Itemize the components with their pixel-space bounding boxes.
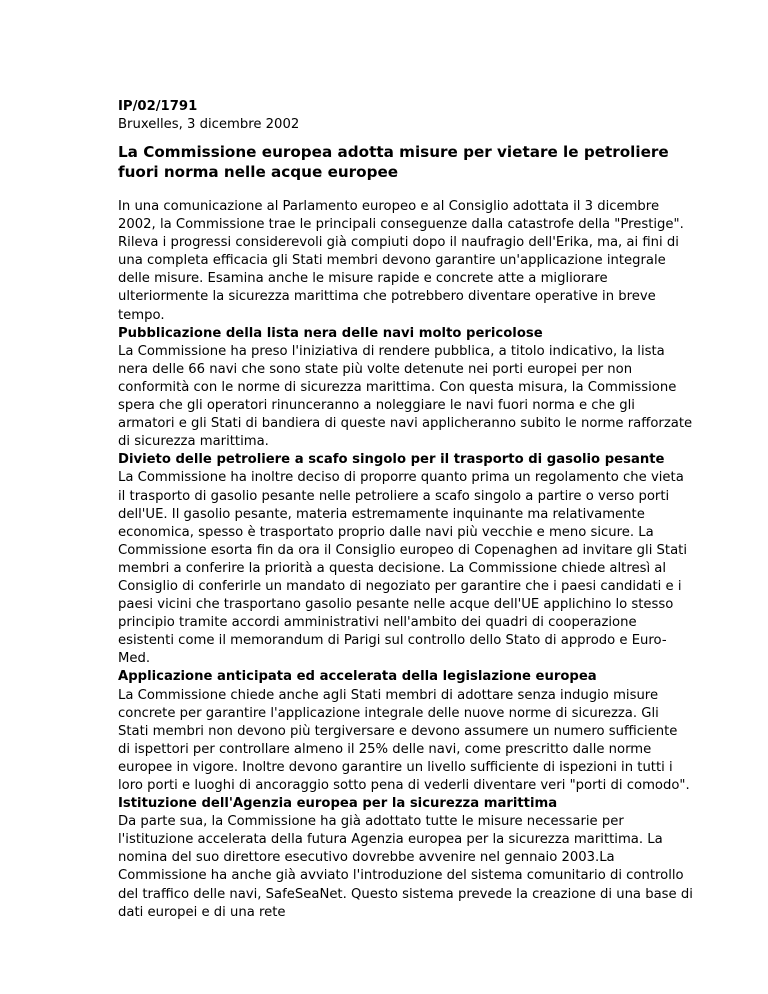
section-text-single-hull-ban: La Commissione ha inoltre deciso di proporre quanto prima un regolamento che vieta il trasporto di gasolio pesante nelle petroliere a scafo singolo a partire o verso porti dell'UE. Il gasolio pesante, materia estremamente inquinante ma relativamente economica, spesso è trasportato proprio dalle navi più vecchie e meno sicure. La Commissione esorta fin da ora il Consiglio europeo di Copenaghen ad invitare gli Stati membri a conferire la priorità a questa decisione. La Commissione chiede altresì al Consiglio di conferirle un mandato di negoziato per garantire che i paesi candidati e i paesi vicini che trasportano gasolio pesante nelle acque dell'UE applichino lo stesso principio tramite accordi amministrativi nell'ambito dei quadri di cooperazione esistenti come il memorandum di Parigi sul controllo dello Stato di approdo e Euro-Med. bbox=[118, 470, 688, 667]
press-release-page bbox=[118, 98, 693, 922]
section-text-agency: Da parte sua, la Commissione ha già adottato tutte le misure necessarie per l'istituzione accelerata della futura Agenzia europea per la sicurezza marittima. La nomina del suo direttore esecutivo dovrebbe avvenire nel gennaio 2003.La Commissione ha anche già avviato l'introduzione del sistema comunitario di controllo del traffico delle navi, SafeSeaNet. Questo sistema prevede la creazione di una base di dati europei e di una rete bbox=[118, 814, 693, 920]
section-heading-legislation: Applicazione anticipata ed accelerata della legislazione europea bbox=[118, 669, 597, 685]
dateline: Bruxelles, 3 dicembre 2002 bbox=[118, 117, 300, 132]
press-release-reference: IP/02/1791 bbox=[118, 99, 198, 114]
section-heading-blacklist: Pubblicazione della lista nera delle navi molto pericolose bbox=[118, 325, 543, 341]
section-text-legislation: La Commissione chiede anche agli Stati membri di adottare senza indugio misure concrete per garantire l'applicazione integrale delle nuove norme di sicurezza. Gli Stati membri non devono più tergiversare e devono assumere un numero sufficiente di ispettori per controllare almeno il 25% delle navi, come prescritto dalle norme europee in vigore. Inoltre devono garantire un livello sufficiente di ispezioni in tutti i loro porti e luoghi di ancoraggio sotto pena di vederli diventare veri "porti di comodo". bbox=[118, 687, 690, 793]
intro-paragraph: In una comunicazione al Parlamento europeo e al Consiglio adottata il 3 dicembre 2002, la Commissione trae le principali conseguenze dalla catastrofe della "Prestige". Rileva i progressi considerevoli già compiuti dopo il naufragio dell'Erika, ma, ai fini di una completa efficacia gli Stati membri devono garantire un'applicazione integrale delle misure. Esamina anche le misure rapide e concrete atte a migliorare ulteriormente la sicurezza marittima che potrebbero diventare operative in breve tempo. bbox=[118, 199, 684, 323]
section-heading-single-hull-ban: Divieto delle petroliere a scafo singolo per il trasporto di gasolio pesante bbox=[118, 452, 665, 468]
page-title: La Commissione europea adotta misure per vietare le petroliere fuori norma nelle acque europee bbox=[118, 143, 669, 181]
section-text-blacklist: La Commissione ha preso l'iniziativa di rendere pubblica, a titolo indicativo, la lista nera delle 66 navi che sono state più volte detenute nei porti europei per non conformità con le norme di sicurezza marittima. Con questa misura, la Commissione spera che gli operatori rinunceranno a noleggiare le navi fuori norma e che gli armatori e gli Stati di bandiera di queste navi applicheranno subito le norme rafforzate di sicurezza marittima. bbox=[118, 343, 693, 450]
section-heading-agency: Istituzione dell'Agenzia europea per la sicurezza marittima bbox=[118, 796, 558, 812]
